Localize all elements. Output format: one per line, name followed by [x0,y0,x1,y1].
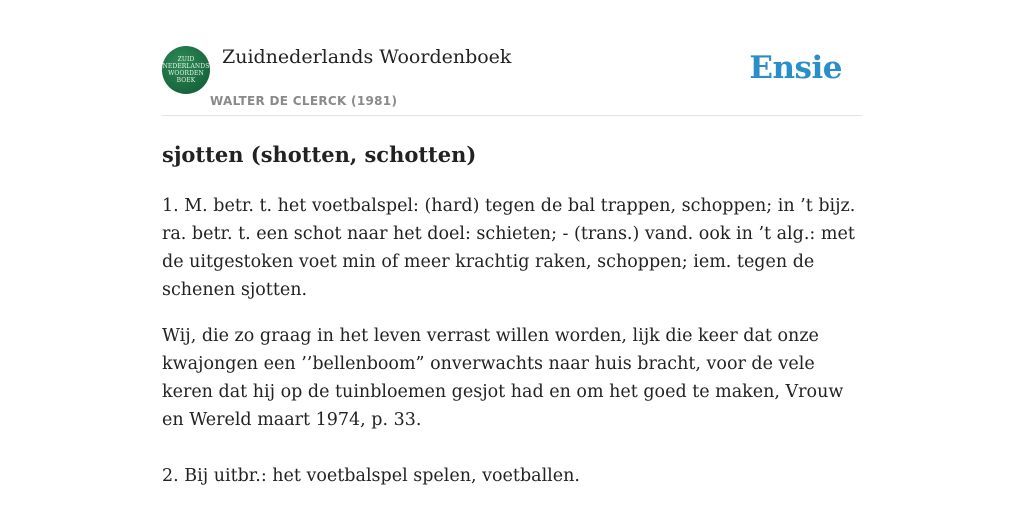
entry-content [162,140,867,490]
definition-1: 1. M. betr. t. het voetbalspel: (hard) tegen de bal trappen, schoppen; in ’t bijz. ra. betr. t. een schot naar het doel: schieten; - (trans.) vand. ook in ’t alg.: met de uitgestoken voet min of meer krachtig raken, schoppen; iem. tegen de schenen sjotten. [162,196,856,300]
ensie-logo-link[interactable]: Ensie [749,50,842,86]
logo-text-line: WOORDEN [168,70,204,77]
definition-2: 2. Bij uitbr.: het voetbalspel spelen, voetballen. [162,466,580,486]
dictionary-logo[interactable] [162,46,210,94]
logo-text-line: ZUID [177,56,195,63]
entry-headword: sjotten (shotten, schotten) [162,142,477,167]
dictionary-author: WALTER DE CLERCK (1981) [210,94,398,108]
logo-text-line: BOEK [176,77,196,84]
example-quote: Wij, die zo graag in het leven verrast willen worden, lijk die keer dat onze kwajongen een ’’bellenboom” onverwachts naar huis bracht, voor de vele keren dat hij op de tuinbloemen gesjot had en om het goed te maken, Vrouw en Wereld maart 1974, p. 33. [162,326,844,430]
logo-text-line: NEDERLANDS [162,63,210,70]
dictionary-title[interactable]: Zuidnederlands Woordenboek [222,46,512,68]
dictionary-header [162,0,862,116]
